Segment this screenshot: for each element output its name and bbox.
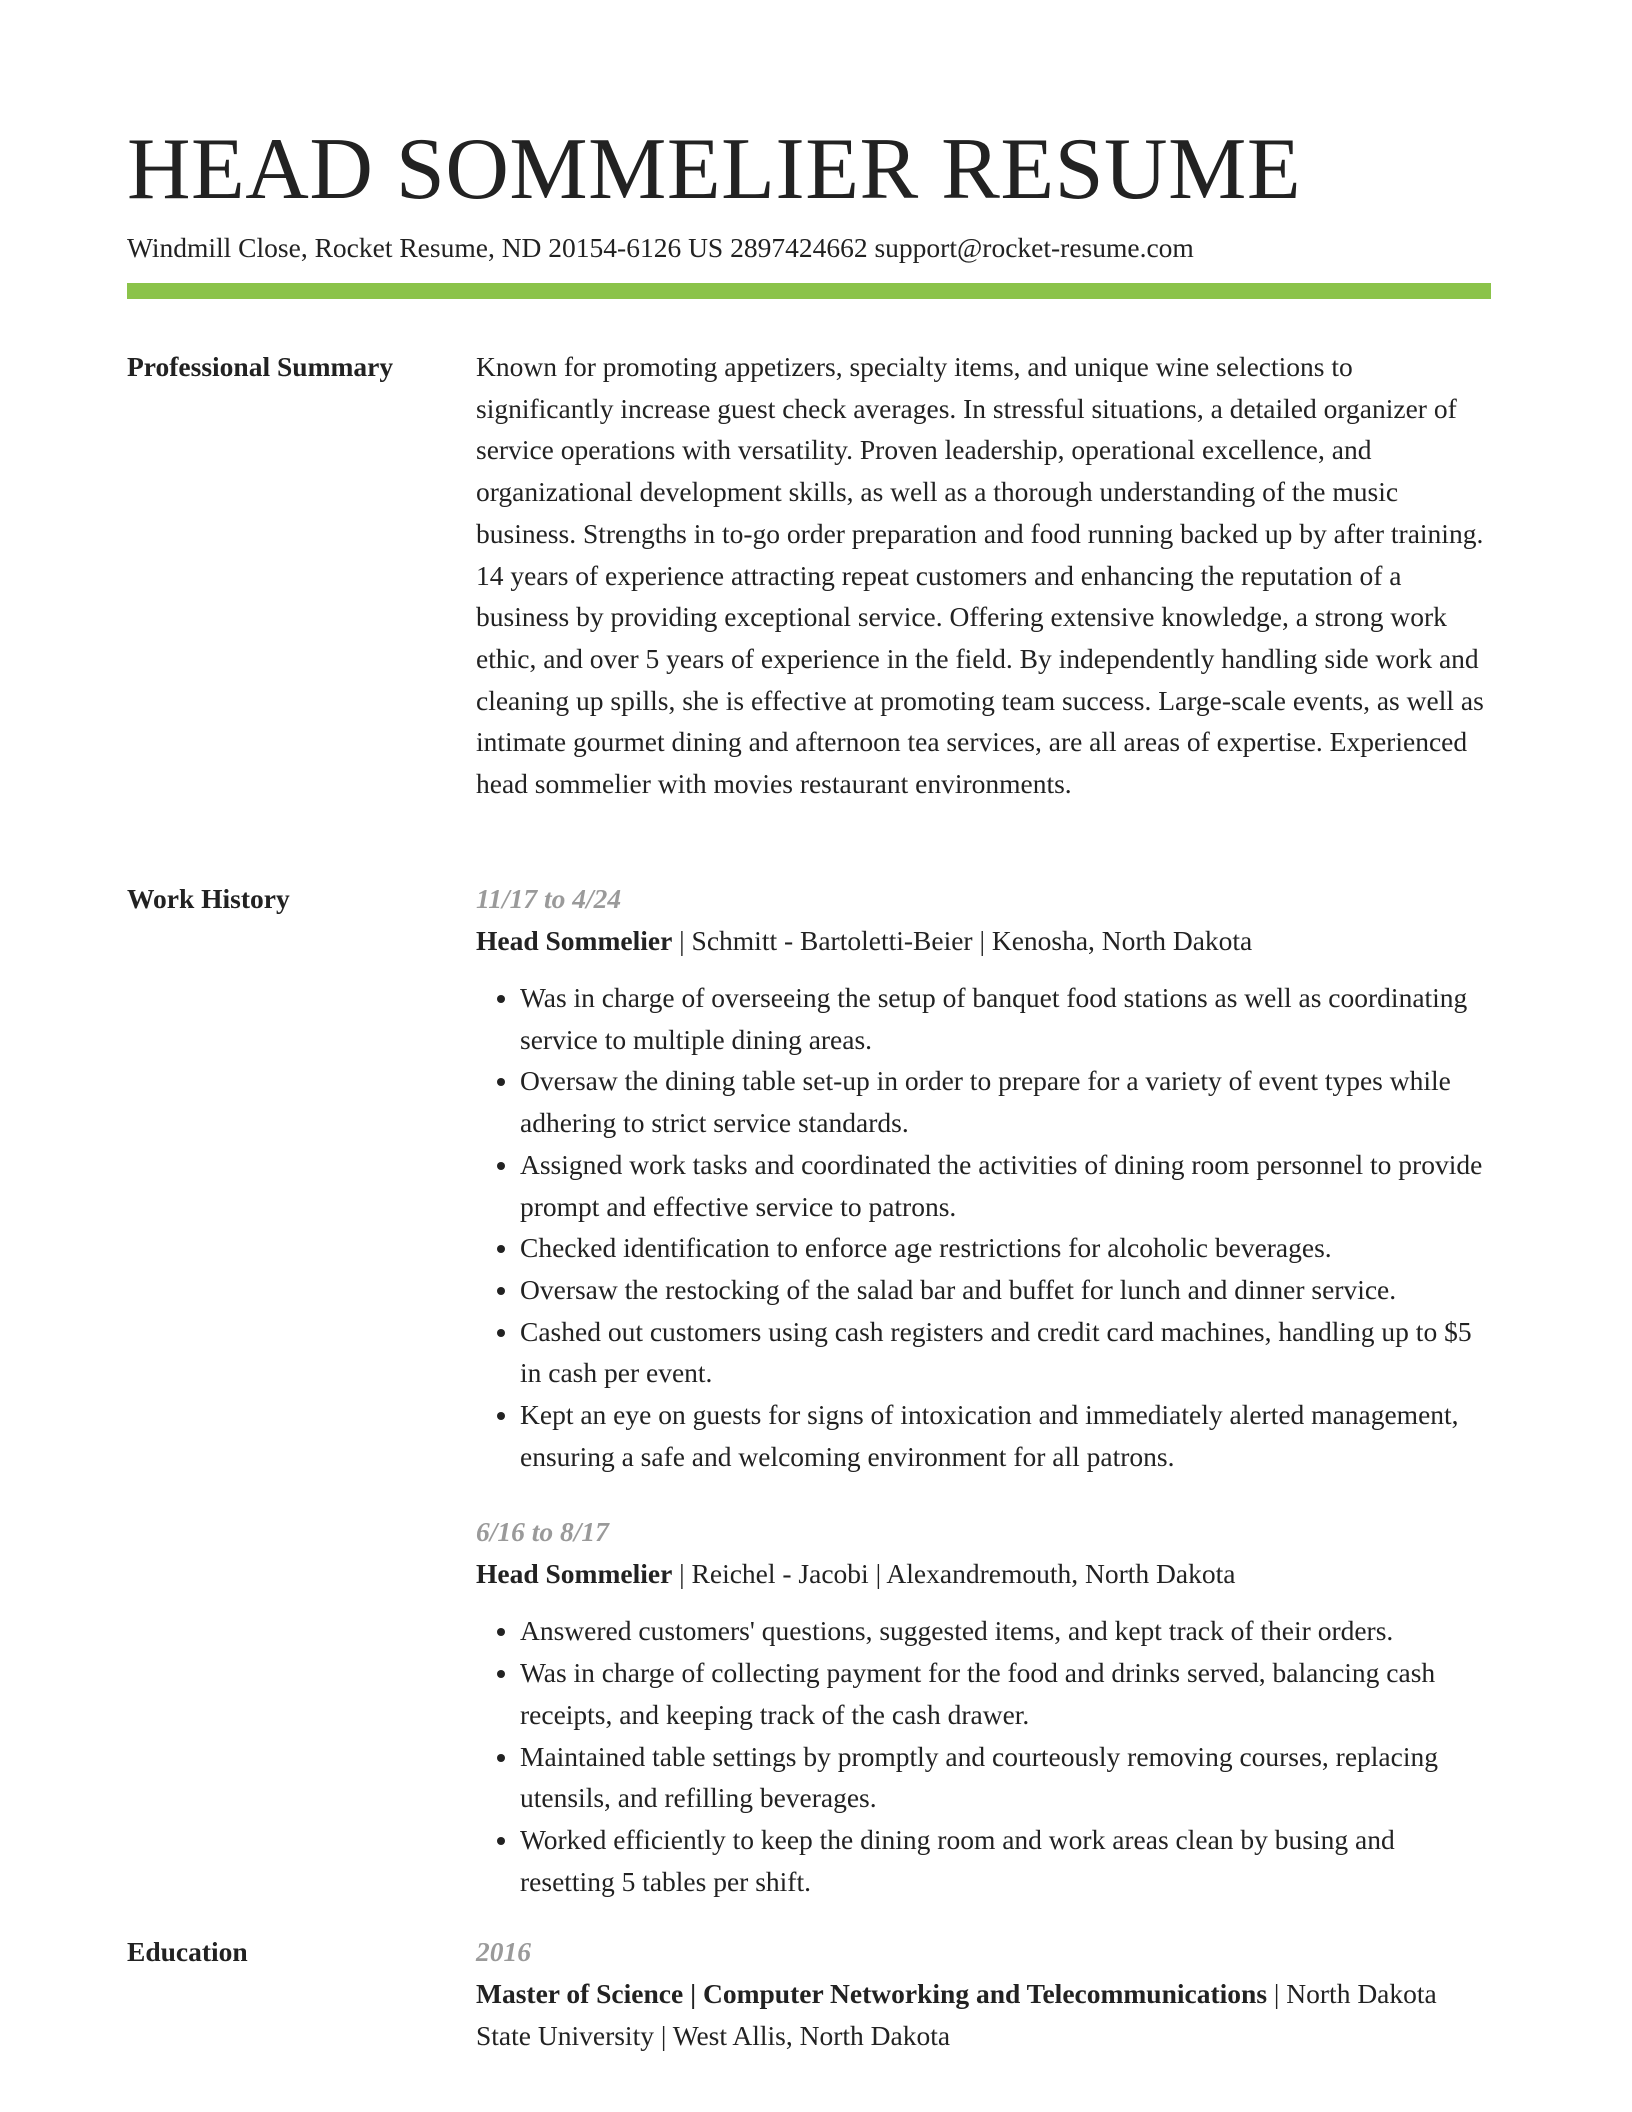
list-item: • Maintained table settings by promptly and courteously removing courses, replacing utensils, and refilling beverages. <box>520 1736 1491 1819</box>
job-details: | Schmitt - Bartoletti-Beier | Kenosha, North Dakota <box>672 925 1253 956</box>
list-item: • Answered customers' questions, suggested items, and kept track of their orders. <box>520 1610 1491 1652</box>
list-item: • Oversaw the restocking of the salad bar and buffet for lunch and dinner service. <box>520 1269 1491 1311</box>
job-dates: 6/16 to 8/17 <box>476 1516 609 1548</box>
list-item: • Checked identification to enforce age restrictions for alcoholic beverages. <box>520 1227 1491 1269</box>
list-item: • Cashed out customers using cash registers and credit card machines, handling up to $5 in cash per event. <box>520 1311 1491 1394</box>
work-history-label: Work History <box>127 883 290 914</box>
education-body <box>476 1931 1491 2056</box>
job-heading <box>476 1553 1491 1595</box>
job-entry <box>476 1511 1491 1902</box>
summary-body <box>476 346 1491 805</box>
job-bullets <box>476 977 1491 1477</box>
job-bullets <box>476 1610 1491 1902</box>
list-item: • Was in charge of collecting payment for the food and drinks served, balancing cash receipts, and keeping track of the cash drawer. <box>520 1652 1491 1735</box>
degree-title: Master of Science | Computer Networking and Telecommunications <box>476 1978 1268 2009</box>
job-dates: 11/17 to 4/24 <box>476 883 622 914</box>
job-title: Head Sommelier <box>476 1558 673 1590</box>
job-entry <box>476 878 1491 1477</box>
education-details: | North Dakota State University | West Allis, North Dakota <box>476 1978 1437 2051</box>
education-label: Education <box>127 1936 248 1967</box>
list-item: • Kept an eye on guests for signs of intoxication and immediately alerted management, ensuring a safe and welcoming environment for all patrons. <box>520 1394 1491 1477</box>
header-divider <box>127 283 1491 299</box>
education-year: 2016 <box>476 1936 531 1967</box>
resume-title: HEAD SOMMELIER RESUME <box>127 121 1302 218</box>
work-history-body <box>476 878 1491 1902</box>
list-item: • Worked efficiently to keep the dining room and work areas clean by busing and resetting 5 tables per shift. <box>520 1819 1491 1902</box>
list-item: • Assigned work tasks and coordinated the activities of dining room personnel to provide prompt and effective service to patrons. <box>520 1144 1491 1227</box>
summary-text: Known for promoting appetizers, specialty items, and unique wine selections to significantly increase guest check averages. In stressful situations, a detailed organizer of service operations with versatility. Proven leadership, operational excellence, and organizational development skills, as well as a thorough understanding of the music business. Strengths in to-go order preparation and food running backed up by after training. 14 years of experience attracting repeat customers and enhancing the reputation of a business by providing exceptional service. Offering extensive knowledge, a strong work ethic, and over 5 years of experience in the field. By independently handling side work and cleaning up spills, she is effective at promoting team success. Large-scale events, as well as intimate gourmet dining and afternoon tea services, are all areas of expertise. Experienced head sommelier with movies restaurant environments. <box>476 351 1484 800</box>
list-item: • Was in charge of overseeing the setup of banquet food stations as well as coordinating service to multiple dining areas. <box>520 977 1491 1060</box>
job-title: Head Sommelier <box>476 925 673 956</box>
education-heading <box>476 1973 1491 2056</box>
list-item: • Oversaw the dining table set-up in order to prepare for a variety of event types while adhering to strict service standards. <box>520 1060 1491 1143</box>
job-heading <box>476 920 1491 962</box>
job-details: | Reichel - Jacobi | Alexandremouth, North Dakota <box>672 1558 1236 1590</box>
contact-line: Windmill Close, Rocket Resume, ND 20154-6126 US 2897424662 support@rocket-resume.com <box>127 232 1194 263</box>
summary-label: Professional Summary <box>127 351 394 382</box>
